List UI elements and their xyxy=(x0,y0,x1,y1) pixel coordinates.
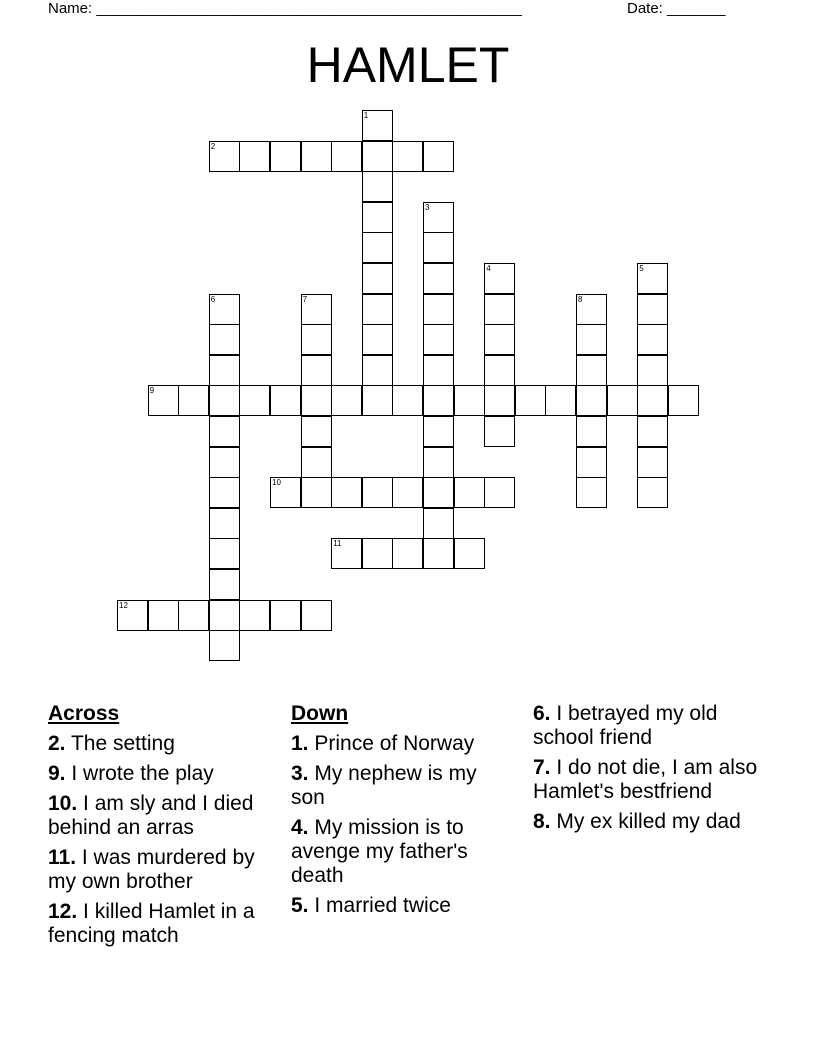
grid-cell xyxy=(454,385,485,416)
grid-cell xyxy=(484,324,515,355)
grid-cell xyxy=(148,385,179,416)
grid-cell xyxy=(239,141,270,172)
grid-cell xyxy=(392,538,423,569)
grid-cell xyxy=(392,141,423,172)
cell-number: 4 xyxy=(486,264,491,273)
clue-across-9: 9. I wrote the play xyxy=(48,762,214,785)
grid-cell xyxy=(209,447,240,478)
grid-cell xyxy=(484,477,515,508)
grid-cell xyxy=(423,355,454,386)
cell-number: 12 xyxy=(119,600,128,610)
grid-cell xyxy=(392,385,423,416)
grid-cell xyxy=(209,477,240,508)
grid-cell xyxy=(484,294,515,325)
cell-number: 6 xyxy=(210,294,216,304)
clue-across-10: 10. I am sly and I died behind an arras xyxy=(48,792,254,839)
clue-down-3: 3. My nephew is my son xyxy=(291,762,477,809)
grid-cell xyxy=(362,385,393,416)
clue-across-2: 2. The setting xyxy=(48,732,175,755)
grid-cell xyxy=(484,416,515,447)
grid-cell xyxy=(423,508,454,539)
grid-cell xyxy=(178,385,209,416)
grid-cell xyxy=(423,477,454,508)
name-field-label: Name: ___________________________________________________ xyxy=(48,0,522,17)
grid-cell xyxy=(209,630,240,661)
cell-number: 8 xyxy=(578,294,583,304)
grid-cell xyxy=(484,385,515,416)
grid-cell xyxy=(392,477,423,508)
cell-number: 1 xyxy=(363,111,369,120)
grid-cell xyxy=(301,294,332,325)
grid-cell xyxy=(637,324,668,355)
grid-cell xyxy=(545,385,576,416)
grid-cell xyxy=(637,294,668,325)
grid-cell xyxy=(454,477,485,508)
date-field-label: Date: _______ xyxy=(627,0,726,17)
grid-cell xyxy=(576,294,607,325)
clue-down-5: 5. I married twice xyxy=(291,894,451,917)
grid-cell xyxy=(576,477,607,508)
grid-cell xyxy=(637,355,668,386)
grid-cell xyxy=(607,385,638,416)
clue-across-12: 12. I killed Hamlet in a fencing match xyxy=(48,900,255,947)
grid-cell xyxy=(362,202,393,233)
grid-cell xyxy=(301,600,332,631)
grid-cell xyxy=(362,110,393,141)
grid-cell xyxy=(423,447,454,478)
cell-number: 7 xyxy=(302,294,308,304)
page-title: HAMLET xyxy=(306,37,510,93)
across-clues xyxy=(48,702,283,954)
grid-cell xyxy=(331,385,362,416)
grid-cell xyxy=(301,355,332,386)
grid-cell xyxy=(423,202,454,233)
cell-number: 3 xyxy=(425,202,430,212)
grid-cell xyxy=(637,477,668,508)
cell-number: 5 xyxy=(639,264,644,273)
clue-down-4: 4. My mission is to avenge my father's death xyxy=(291,816,468,887)
grid-cell xyxy=(270,477,301,508)
grid-cell xyxy=(301,141,332,172)
grid-cell xyxy=(209,324,240,355)
grid-cell xyxy=(301,324,332,355)
grid-cell xyxy=(148,600,179,631)
grid-cell xyxy=(576,447,607,478)
grid-cell xyxy=(484,355,515,386)
grid-cell xyxy=(423,385,454,416)
across-heading: Across xyxy=(48,702,120,725)
grid-cell xyxy=(331,538,362,569)
grid-cell xyxy=(270,600,301,631)
grid-cell xyxy=(576,355,607,386)
grid-cell xyxy=(637,447,668,478)
grid-cell xyxy=(362,232,393,263)
grid-cell xyxy=(454,538,485,569)
clue-across-11: 11. I was murdered by my own brother xyxy=(48,846,255,893)
cell-number: 9 xyxy=(149,386,155,396)
grid-cell xyxy=(576,324,607,355)
down-clues-continued xyxy=(533,702,773,840)
grid-cell xyxy=(331,141,362,172)
grid-cell xyxy=(301,416,332,447)
grid-cell xyxy=(270,385,301,416)
grid-cell xyxy=(362,141,393,172)
grid-cell xyxy=(239,600,270,631)
grid-cell xyxy=(331,477,362,508)
cell-number: 2 xyxy=(210,141,216,151)
grid-cell xyxy=(301,477,332,508)
grid-cell xyxy=(209,538,240,569)
grid-cell xyxy=(301,385,332,416)
cell-number: 10 xyxy=(272,478,281,488)
grid-cell xyxy=(423,416,454,447)
grid-cell xyxy=(423,294,454,325)
grid-cell xyxy=(576,385,607,416)
down-clues xyxy=(291,702,516,924)
grid-cell xyxy=(515,385,546,416)
grid-cell xyxy=(178,600,209,631)
grid-cell xyxy=(362,294,393,325)
grid-cell xyxy=(209,569,240,600)
grid-cell xyxy=(117,600,148,631)
grid-cell xyxy=(668,385,699,416)
grid-cell xyxy=(239,385,270,416)
grid-cell xyxy=(270,141,301,172)
grid-cell xyxy=(362,263,393,294)
clue-down-8: 8. My ex killed my dad xyxy=(533,810,741,833)
grid-cell xyxy=(362,171,393,202)
grid-cell xyxy=(637,263,668,294)
grid-cell xyxy=(423,538,454,569)
grid-cell xyxy=(209,294,240,325)
clue-down-6: 6. I betrayed my old school friend xyxy=(533,702,718,749)
grid-cell xyxy=(209,385,240,416)
grid-cell xyxy=(362,477,393,508)
grid-cell xyxy=(301,447,332,478)
cell-number: 11 xyxy=(333,539,342,549)
grid-cell xyxy=(209,416,240,447)
grid-cell xyxy=(362,355,393,386)
clue-down-7: 7. I do not die, I am also Hamlet's bestfriend xyxy=(533,756,758,803)
grid-cell xyxy=(423,324,454,355)
grid-cell xyxy=(209,508,240,539)
grid-cell xyxy=(637,385,668,416)
grid-cell xyxy=(423,263,454,294)
grid-cell xyxy=(637,416,668,447)
grid-cell xyxy=(209,600,240,631)
clue-down-1: 1. Prince of Norway xyxy=(291,732,475,755)
grid-cell xyxy=(423,141,454,172)
grid-cell xyxy=(362,324,393,355)
grid-cell xyxy=(209,141,240,172)
grid-cell xyxy=(362,538,393,569)
down-heading: Down xyxy=(291,702,349,725)
grid-cell xyxy=(484,263,515,294)
grid-cell xyxy=(423,232,454,263)
grid-cell xyxy=(576,416,607,447)
grid-cell xyxy=(209,355,240,386)
